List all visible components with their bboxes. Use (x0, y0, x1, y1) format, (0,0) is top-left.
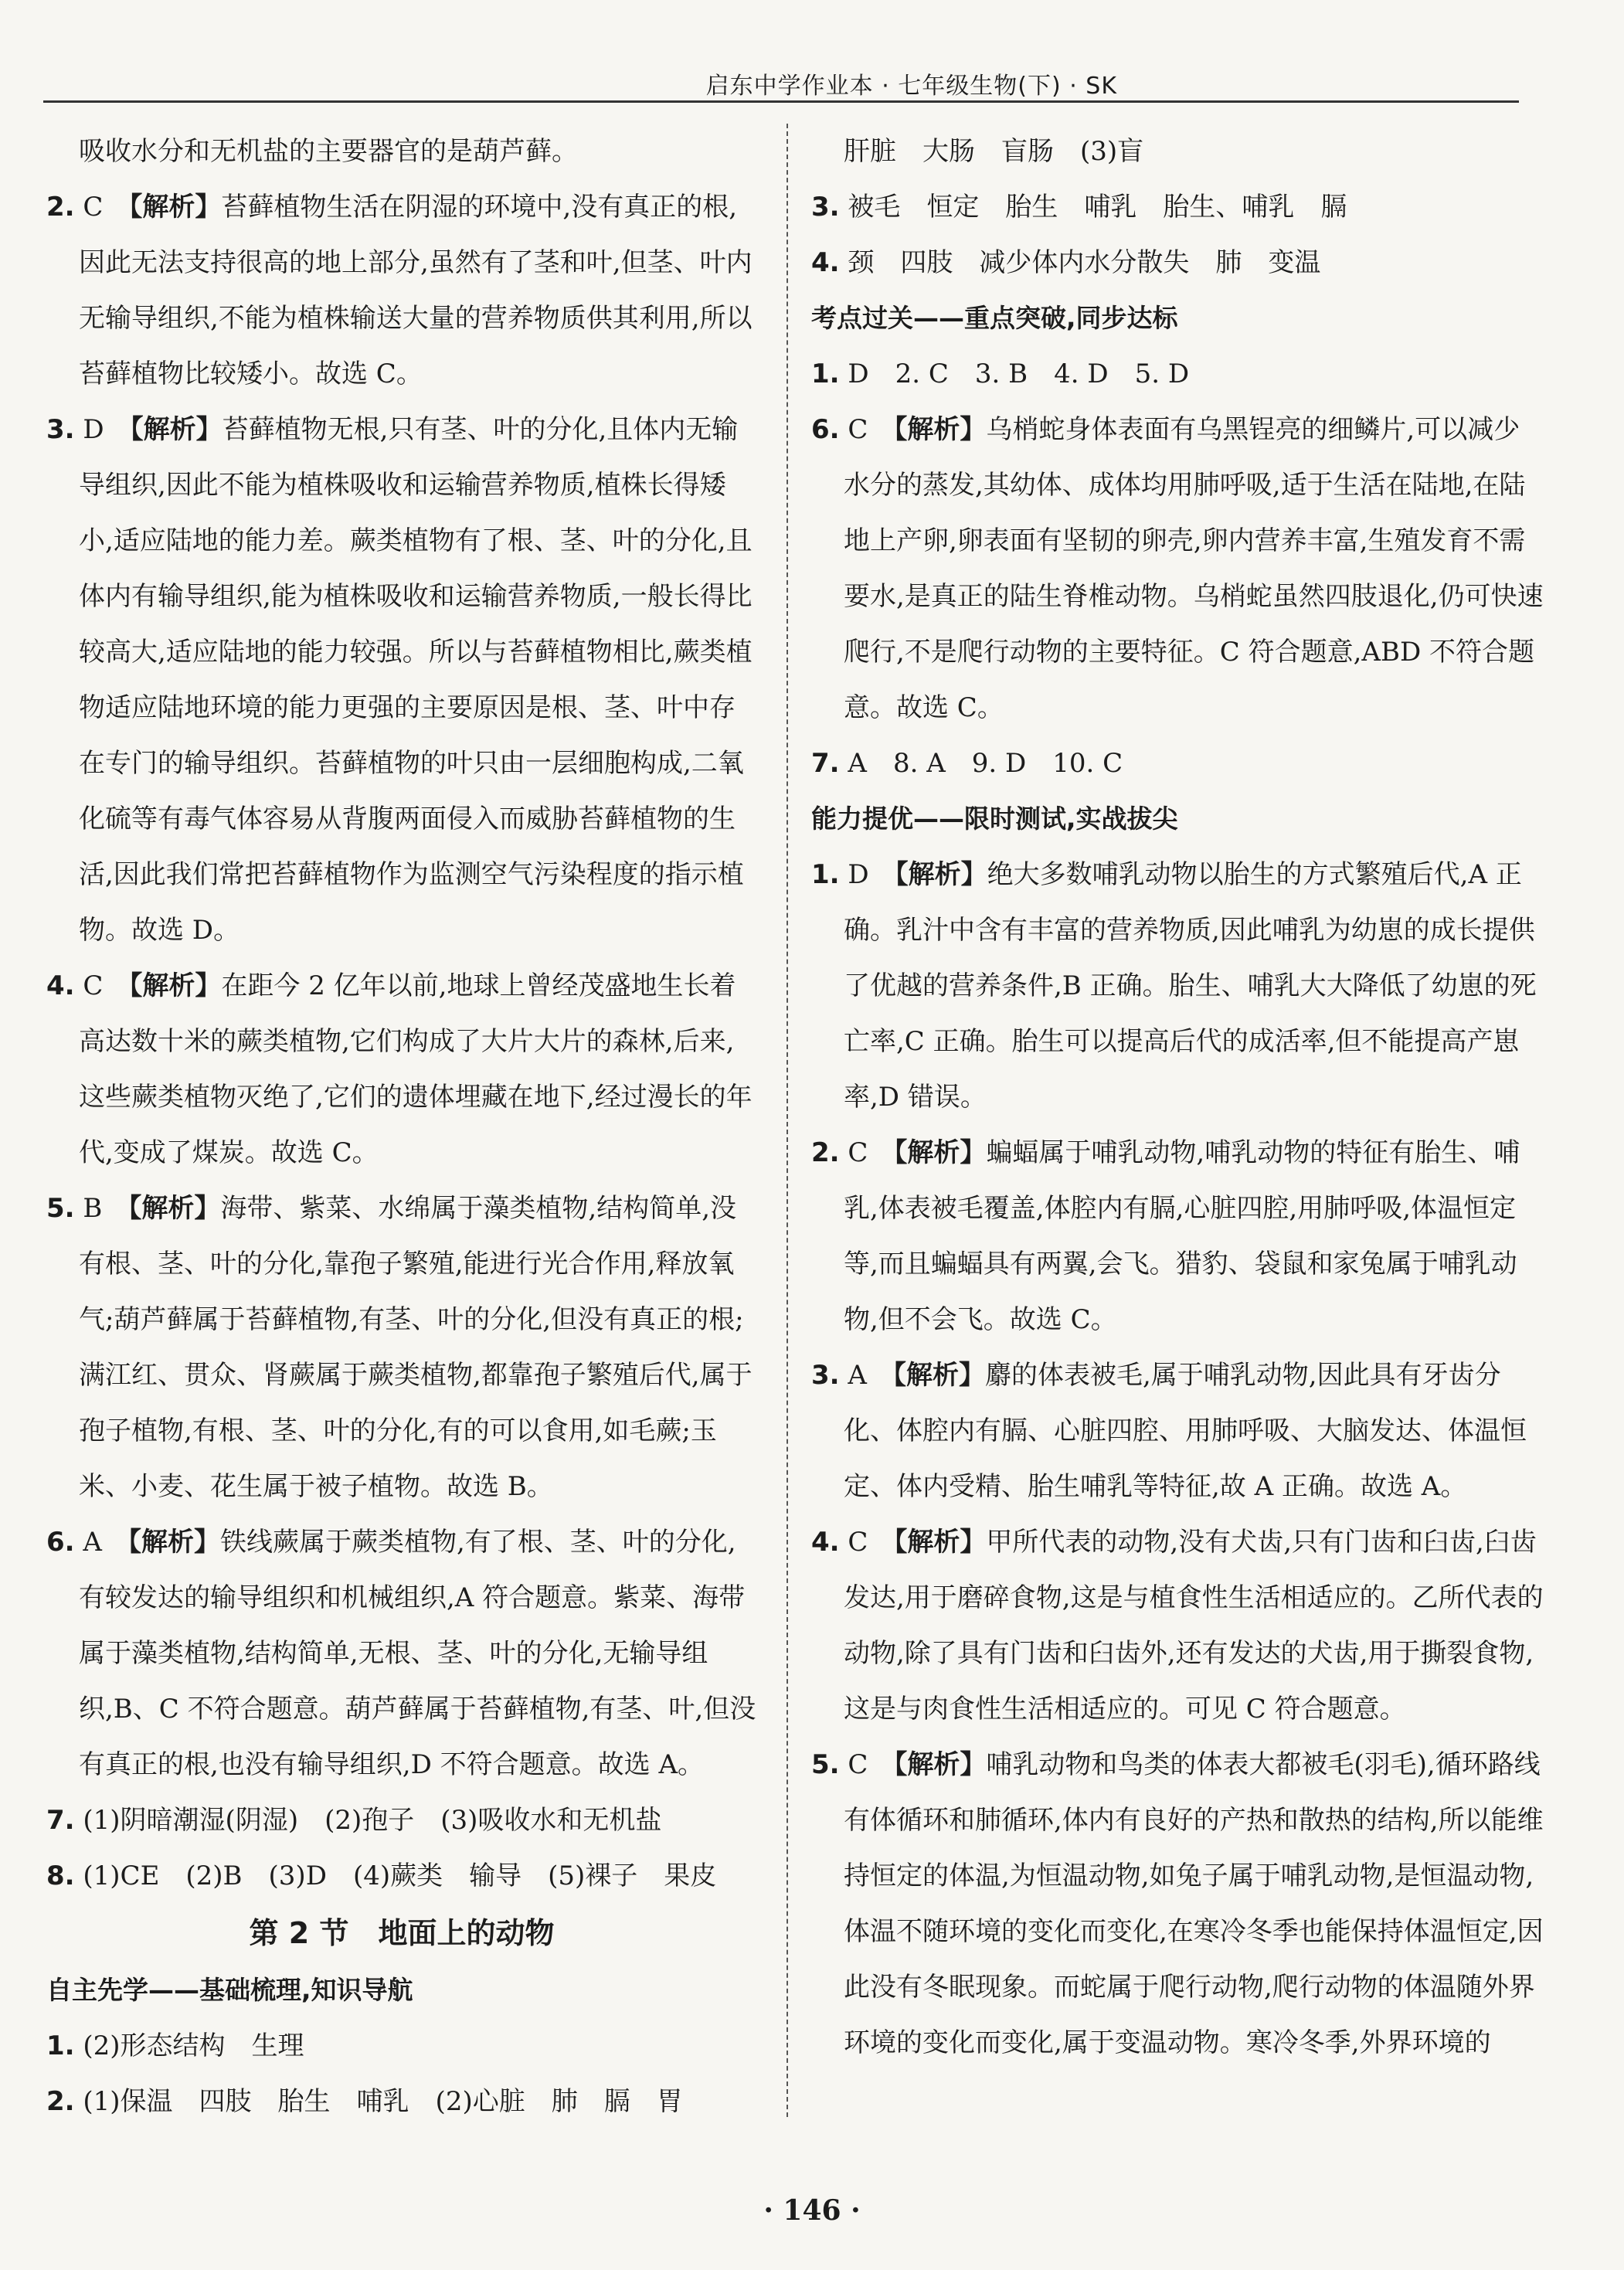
answer-item (811, 346, 1545, 402)
answer-item (811, 1737, 1545, 2071)
analysis-tag: 【解析】 (127, 1527, 220, 1558)
item-answer: D (848, 859, 869, 890)
answer-item (811, 179, 1545, 235)
analysis-tag: 【解析】 (894, 414, 987, 445)
answer-item (46, 2074, 757, 2129)
item-answer: C (848, 1749, 868, 1780)
item-number: 7. (811, 748, 840, 779)
answer-item (46, 179, 757, 402)
item-text: A 8. A 9. D 10. C (848, 748, 1123, 779)
answer-item (811, 736, 1545, 791)
item-number: 3. (811, 192, 840, 223)
item-number: 5. (46, 1193, 75, 1224)
item-answer: C (848, 414, 868, 445)
item-number: 1. (811, 359, 840, 389)
item-text: 被毛 恒定 胎生 哺乳 胎生、哺乳 膈 (848, 192, 1347, 223)
item-answer: C (83, 192, 104, 223)
analysis-tag: 【解析】 (129, 970, 222, 1001)
item-text: 麝的体表被毛,属于哺乳动物,因此具有牙齿分化、体腔内有膈、心脏四腔、用肺呼吸、大脑发达、体温恒定、体内受精、胎生哺乳等特征,故 A 正确。故选 A。 (844, 1360, 1527, 1502)
page-header (43, 0, 1519, 103)
analysis-tag: 【解析】 (130, 414, 223, 445)
item-text: 苔藓植物无根,只有茎、叶的分化,且体内无输导组织,因此不能为植株吸收和运输营养物质,植株长得矮小,适应陆地的能力差。蕨类植物有了根、茎、叶的分化,且体内有输导组织,能为植株吸收和运输营养物质,一般长得比较高大,适应陆地的能力较强。所以与苔藓植物相比,蕨类植物适应陆地环境的能力更强的主要原因是根、茎、叶中存在专门的输导组织。苔藓植物的叶只由一层细胞构成,二氧化硫等有毒气体容易从背腹两面侵入而威胁苔藓植物的生活,因此我们常把苔藓植物作为监测空气污染程度的指示植物。故选 D。 (79, 414, 753, 946)
item-number: 5. (811, 1749, 840, 1780)
item-number: 1. (46, 2030, 75, 2061)
continued-text: 吸收水分和无机盐的主要器官的是葫芦藓。 (79, 136, 578, 167)
item-text: 颈 四肢 减少体内水分散失 肺 变温 (848, 247, 1321, 278)
section-title: 第 2 节 地面上的动物 (249, 1916, 555, 1950)
item-text: 苔藓植物生活在阴湿的环境中,没有真正的根,因此无法支持很高的地上部分,虽然有了茎和叶,但茎、叶内无输导组织,不能为植株输送大量的营养物质供其利用,所以苔藓植物比较矮小。故选 C。 (79, 192, 753, 389)
item-number: 2. (46, 2086, 75, 2117)
item-text: 蝙蝠属于哺乳动物,哺乳动物的特征有胎生、哺乳,体表被毛覆盖,体腔内有膈,心脏四腔,用肺呼吸,体温恒定等,而且蝙蝠具有两翼,会飞。猎豹、袋鼠和家兔属于哺乳动物,但不会飞。故选 C。 (844, 1137, 1520, 1335)
item-number: 4. (46, 970, 75, 1001)
item-answer: C (83, 970, 104, 1001)
item-number: 1. (811, 859, 840, 890)
answer-item (46, 402, 757, 958)
item-text: 铁线蕨属于蕨类植物,有了根、茎、叶的分化,有较发达的输导组织和机械组织,A 符合题意。紫菜、海带属于藻类植物,结构简单,无根、茎、叶的分化,无输导组织,B、C 不符合题意。葫芦藓属于苔藓植物,有茎、叶,但没有真正的根,也没有输导组织,D 不符合题意。故选 A。 (79, 1527, 756, 1780)
answer-item (46, 1793, 757, 1848)
item-text: 在距今 2 亿年以前,地球上曾经茂盛地生长着高达数十米的蕨类植物,它们构成了大片大片的森林,后来,这些蕨类植物灭绝了,它们的遗体埋藏在地下,经过漫长的年代,变成了煤炭。故选 C。 (79, 970, 753, 1168)
item-text: 乌梢蛇身体表面有乌黑锃亮的细鳞片,可以减少水分的蒸发,其幼体、成体均用肺呼吸,适于生活在陆地,在陆地上产卵,卵表面有坚韧的卵壳,卵内营养丰富,生殖发育不需要水,是真正的陆生脊椎动物。乌梢蛇虽然四肢退化,仍可快速爬行,不是爬行动物的主要特征。C 符合题意,ABD 不符合题意。故选 C。 (844, 414, 1544, 723)
answer-item (46, 1848, 757, 1904)
page-number: · 146 · (763, 2194, 861, 2227)
answer-item (46, 1181, 757, 1514)
item-text: (2)形态结构 生理 (83, 2030, 304, 2061)
answer-item (811, 1125, 1545, 1347)
analysis-tag: 【解析】 (129, 192, 222, 223)
item-answer: C (848, 1137, 868, 1168)
column-divider (787, 124, 788, 2117)
item-number: 6. (811, 414, 840, 445)
analysis-tag: 【解析】 (895, 859, 987, 890)
item-number: 3. (46, 414, 75, 445)
header-title: 启东中学作业本 · 七年级生物(下) · SK (705, 73, 1117, 100)
answer-item (811, 235, 1545, 291)
item-answer: C (848, 1527, 868, 1558)
item-number: 3. (811, 1360, 840, 1391)
answer-item (811, 402, 1545, 736)
item-text: 甲所代表的动物,没有犬齿,只有门齿和臼齿,臼齿发达,用于磨碎食物,这是与植食性生活相适应的。乙所代表的动物,除了具有门齿和臼齿外,还有发达的犬齿,用于撕裂食物,这是与肉食性生活相适应的。可见 C 符合题意。 (844, 1527, 1544, 1725)
item-number: 4. (811, 247, 840, 278)
answer-item (46, 958, 757, 1181)
item-number: 8. (46, 1861, 75, 1891)
analysis-tag: 【解析】 (894, 1527, 987, 1558)
item-answer: B (83, 1193, 103, 1224)
item-text: (1)保温 四肢 胎生 哺乳 (2)心脏 肺 膈 胃 (83, 2086, 683, 2117)
item-text: (1)阴暗潮湿(阴湿) (2)孢子 (3)吸收水和无机盐 (83, 1805, 662, 1836)
item-number: 4. (811, 1527, 840, 1558)
continued-text: 肝脏 大肠 盲肠 (3)盲 (844, 136, 1144, 167)
item-text: 哺乳动物和鸟类的体表大都被毛(羽毛),循环路线有体循环和肺循环,体内有良好的产热和散热的结构,所以能维持恒定的体温,为恒温动物,如兔子属于哺乳动物,是恒温动物,体温不随环境的变化而变化,在寒冷冬季也能保持体温恒定,因此没有冬眠现象。而蛇属于爬行动物,爬行动物的体温随外界环境的变化而变化,属于变温动物。寒冷冬季,外界环境的 (844, 1749, 1544, 2058)
item-answer: D (83, 414, 104, 445)
right-column (811, 124, 1545, 2071)
left-column (46, 124, 757, 2129)
answer-item (46, 1514, 757, 1793)
item-answer: A (848, 1360, 867, 1391)
answer-item (811, 847, 1545, 1125)
answer-item (46, 2018, 757, 2074)
item-number: 7. (46, 1805, 75, 1836)
item-text: 海带、紫菜、水绵属于藻类植物,结构简单,没有根、茎、叶的分化,靠孢子繁殖,能进行光合作用,释放氧气;葫芦藓属于苔藓植物,有茎、叶的分化,但没有真正的根;满江红、贯众、肾蕨属于蕨类植物,都靠孢子繁殖后代,属于孢子植物,有根、茎、叶的分化,有的可以食用,如毛蕨;玉米、小麦、花生属于被子植物。故选 B。 (79, 1193, 753, 1502)
subsection-heading: 考点过关——重点突破,同步达标 (811, 303, 1178, 333)
analysis-tag: 【解析】 (892, 1360, 985, 1391)
answer-item (811, 1514, 1545, 1737)
item-answer: A (83, 1527, 102, 1558)
subsection-heading: 能力提优——限时测试,实战拔尖 (811, 804, 1178, 834)
analysis-tag: 【解析】 (894, 1137, 987, 1168)
item-number: 2. (811, 1137, 840, 1168)
analysis-tag: 【解析】 (128, 1193, 221, 1224)
item-text: 绝大多数哺乳动物以胎生的方式繁殖后代,A 正确。乳汁中含有丰富的营养物质,因此哺乳为幼崽的成长提供了优越的营养条件,B 正确。胎生、哺乳大大降低了幼崽的死亡率,C 正确。胎生可以提高后代的成活率,但不能提高产崽率,D 错误。 (844, 859, 1537, 1113)
subsection-heading: 自主先学——基础梳理,知识导航 (46, 1975, 413, 2005)
item-text: D 2. C 3. B 4. D 5. D (848, 359, 1190, 389)
analysis-tag: 【解析】 (894, 1749, 987, 1780)
item-number: 2. (46, 192, 75, 223)
answer-item (811, 1347, 1545, 1514)
item-number: 6. (46, 1527, 75, 1558)
item-text: (1)CE (2)B (3)D (4)蕨类 输导 (5)裸子 果皮 (83, 1861, 717, 1891)
